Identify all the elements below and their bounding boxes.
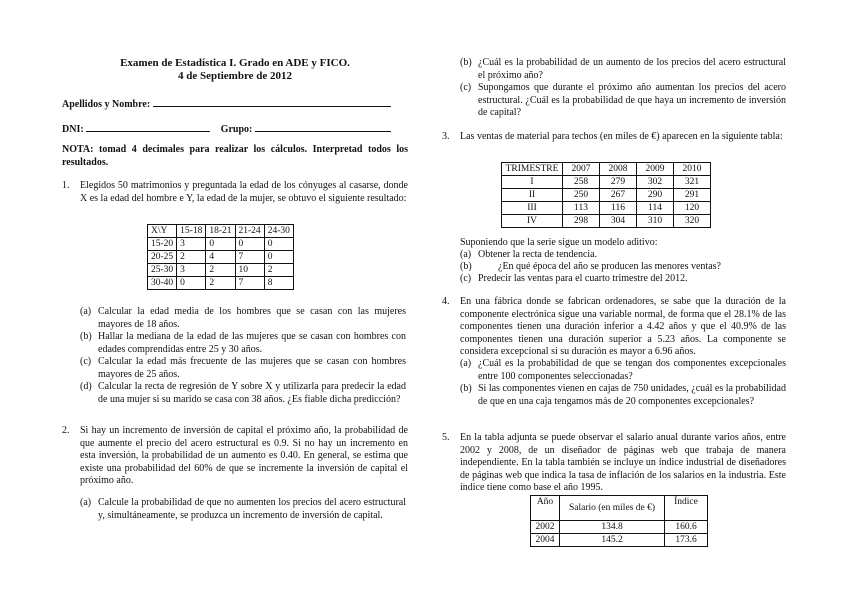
q2-a-text: Calcule la probabilidad de que no aumenten los precios del acero estructural y, simultáneamente, se produzca un incremento de inversión de capital. — [98, 497, 406, 521]
table-cell: 291 — [674, 189, 711, 202]
table-header-cell: TRIMESTRE — [502, 163, 563, 176]
table-cell: 2004 — [531, 534, 560, 547]
q2-a-label: (a) — [80, 497, 92, 508]
table-cell: 279 — [600, 176, 637, 189]
table-row — [502, 215, 711, 228]
table-cell: 298 — [563, 215, 600, 228]
table-cell: 290 — [637, 189, 674, 202]
table-cell: 7 — [235, 251, 264, 264]
table-cell: 2 — [264, 264, 293, 277]
q3-c-label: (c) — [460, 273, 472, 284]
table-cell: 3 — [177, 238, 206, 251]
q1-b-label: (b) — [80, 331, 92, 342]
q2-b-label: (b) — [460, 57, 472, 68]
table-header-cell: X\Y — [148, 225, 177, 238]
table-row — [502, 202, 711, 215]
group-blank — [255, 121, 391, 132]
table-cell: I — [502, 176, 563, 189]
table-header-cell: 18-21 — [206, 225, 235, 238]
table-cell: 114 — [637, 202, 674, 215]
q3-text: Las ventas de material para techos (en miles de €) aparecen en la siguiente tabla: — [460, 131, 783, 142]
table-header-cell: 2010 — [674, 163, 711, 176]
q3-a-label: (a) — [460, 249, 472, 260]
q5-table — [530, 495, 708, 547]
table-row — [148, 264, 294, 277]
dni-label: DNI: — [62, 124, 84, 135]
table-cell: 20-25 — [148, 251, 177, 264]
table-header-cell: 2007 — [563, 163, 600, 176]
table-cell: 145.2 — [560, 534, 665, 547]
table-cell: 120 — [674, 202, 711, 215]
q4-number: 4. — [442, 296, 450, 307]
q2-b-text: ¿Cuál es la probabilidad de un aumento de los precios del acero estructural el próximo año? — [478, 57, 786, 81]
table-cell: 134.8 — [560, 521, 665, 534]
table-cell: 4 — [206, 251, 235, 264]
q1-a-label: (a) — [80, 306, 92, 317]
table-cell: 2 — [206, 277, 235, 290]
q2-c-label: (c) — [460, 82, 472, 93]
exam-title: Examen de Estadística I. Grado en ADE y FICO. — [120, 57, 350, 69]
q3-a-text: Obtener la recta de tendencia. — [478, 249, 598, 260]
table-cell: 258 — [563, 176, 600, 189]
q2-number: 2. — [62, 425, 70, 436]
table-header-cell: Índice — [665, 496, 708, 521]
table-header-cell: 24-30 — [264, 225, 293, 238]
table-cell: III — [502, 202, 563, 215]
table-row — [502, 163, 711, 176]
q3-c-text: Predecir las ventas para el cuarto trimestre del 2012. — [478, 273, 688, 284]
q3-table — [501, 162, 711, 228]
table-cell: 25-30 — [148, 264, 177, 277]
table-row — [531, 496, 708, 521]
q1-d-label: (d) — [80, 381, 92, 392]
table-cell: 250 — [563, 189, 600, 202]
table-cell: 0 — [177, 277, 206, 290]
table-cell: II — [502, 189, 563, 202]
table-cell: 0 — [264, 251, 293, 264]
table-cell: 2 — [177, 251, 206, 264]
q3-b-label: (b) — [460, 261, 472, 272]
q3-number: 3. — [442, 131, 450, 142]
table-cell: 10 — [235, 264, 264, 277]
q5-text: En la tabla adjunta se puede observar el salario anual durante varios años, entre 2002 y 2008, de un diseñador de páginas web que trabaja de manera independiente. En la tabla también se incluye un índice industrial de diseñadores de páginas web que indica la tasa de inflación de los salarios en la industria. Este índice tiene como base el año 1995. — [460, 432, 786, 494]
q4-text: En una fábrica donde se fabrican ordenadores, se sabe que la duración de la componente electrónica sigue una variable normal, de forma que el 28.1% de las componentes tienen una duración inferior a 4.42 años y que el 40.9% de las componentes tienen una duración superior a 5.23 años. La componente se considera excepcional si su duración es mayor a 6.96 años. — [460, 296, 786, 358]
table-cell: 302 — [637, 176, 674, 189]
table-header-cell: 2009 — [637, 163, 674, 176]
table-cell: 173.6 — [665, 534, 708, 547]
table-row — [531, 534, 708, 547]
q4-b-text: Si las componentes vienen en cajas de 750 unidades, ¿cuál es la probabilidad de que en una caja tengamos más de 20 componentes excepcionales? — [478, 383, 786, 407]
q2-c-text: Supongamos que durante el próximo año aumentan los precios del acero estructural. ¿Cuál es la probabilidad de que haya un incremento de inversión de capital? — [478, 82, 786, 119]
table-row — [148, 251, 294, 264]
table-row — [148, 225, 294, 238]
note: NOTA: tomad 4 decimales para realizar los cálculos. Interpretad todos los resultados. — [62, 144, 408, 168]
table-cell: 30-40 — [148, 277, 177, 290]
table-header-cell: 15-18 — [177, 225, 206, 238]
q3-b-text: ¿En qué época del año se producen las menores ventas? — [498, 261, 721, 272]
q1-c-text: Calcular la edad más frecuente de las mujeres que se casan con hombres mayores de 25 años. — [98, 356, 406, 380]
name-blank — [153, 96, 391, 107]
table-cell: 116 — [600, 202, 637, 215]
table-cell: 3 — [177, 264, 206, 277]
q4-a-text: ¿Cuál es la probabilidad de que se tengan dos componentes excepcionales entre 100 componentes seleccionadas? — [478, 358, 786, 382]
name-label: Apellidos y Nombre: — [62, 99, 151, 110]
q1-a-text: Calcular la edad media de los hombres que se casan con las mujeres mayores de 18 años. — [98, 306, 406, 330]
q3-intro: Suponiendo que la serie sigue un modelo aditivo: — [460, 237, 658, 248]
q2-text: Si hay un incremento de inversión de capital el próximo año, la probabilidad de que aumente el precio del acero estructural es 0.9. Si no hay un incremento en esta inversión, la probabilidad de un aumento es 0.40. En general, se estima que existe una probabilidad del 60% de que se incremente la inversión de capital el próximo año. — [80, 425, 408, 487]
table-header-cell: 2008 — [600, 163, 637, 176]
group-label: Grupo: — [220, 124, 253, 135]
table-row — [148, 277, 294, 290]
name-field — [62, 96, 391, 112]
q1-table — [147, 224, 294, 290]
table-row — [502, 176, 711, 189]
table-cell: 0 — [206, 238, 235, 251]
table-cell: 0 — [235, 238, 264, 251]
dni-blank — [86, 121, 210, 132]
table-cell: IV — [502, 215, 563, 228]
id-field — [62, 121, 391, 137]
table-cell: 321 — [674, 176, 711, 189]
q1-d-text: Calcular la recta de regresión de Y sobre X y utilizarla para predecir la edad de una mujer si su marido se casa con 38 años. ¿Es fiable dicha predicción? — [98, 381, 406, 405]
table-cell: 320 — [674, 215, 711, 228]
table-cell: 2 — [206, 264, 235, 277]
table-row — [502, 189, 711, 202]
table-cell: 7 — [235, 277, 264, 290]
q1-text: Elegidos 50 matrimonios y preguntada la edad de los cónyuges al casarse, donde X es la edad del hombre e Y, la edad de la mujer, se obtuvo el siguiente resultado: — [80, 180, 408, 204]
table-cell: 2002 — [531, 521, 560, 534]
table-cell: 15-20 — [148, 238, 177, 251]
q1-c-label: (c) — [80, 356, 92, 367]
table-header-cell: 21-24 — [235, 225, 264, 238]
table-header-cell: Año — [531, 496, 560, 521]
q4-a-label: (a) — [460, 358, 472, 369]
table-row — [531, 521, 708, 534]
table-cell: 310 — [637, 215, 674, 228]
table-cell: 267 — [600, 189, 637, 202]
exam-date: 4 de Septiembre de 2012 — [177, 70, 293, 82]
table-cell: 8 — [264, 277, 293, 290]
q1-number: 1. — [62, 180, 70, 191]
table-row — [148, 238, 294, 251]
q5-number: 5. — [442, 432, 450, 443]
table-cell: 0 — [264, 238, 293, 251]
table-cell: 113 — [563, 202, 600, 215]
q1-b-text: Hallar la mediana de la edad de las mujeres que se casan con hombres con edades comprendidas entre 25 y 30 años. — [98, 331, 406, 355]
q4-b-label: (b) — [460, 383, 472, 394]
table-cell: 304 — [600, 215, 637, 228]
table-cell: 160.6 — [665, 521, 708, 534]
table-header-cell: Salario (en miles de €) — [560, 496, 665, 521]
